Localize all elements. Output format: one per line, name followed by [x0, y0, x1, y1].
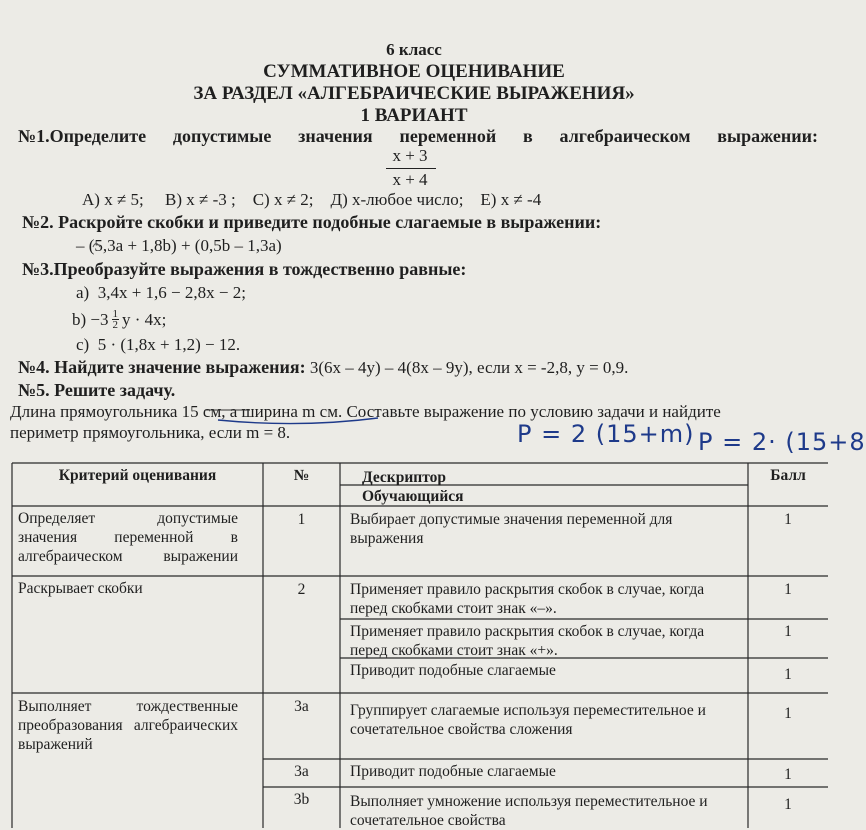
row1-number: 1 [297, 511, 306, 528]
row2-number: 2 [297, 581, 306, 598]
task1-word: алгебраическом [559, 126, 691, 146]
header-number: № [293, 467, 310, 484]
row5-number: 3a [294, 698, 309, 715]
task1-numerator: x + 3 [392, 146, 428, 165]
row2-score: 1 [784, 581, 792, 598]
row1-descriptor: Выбирает допустимые значения переменной для выражения [350, 511, 673, 547]
table-row [18, 697, 238, 754]
row4-descriptor: Приводит подобные слагаемые [350, 662, 556, 679]
row7-score: 1 [784, 796, 792, 813]
row3-score: 1 [784, 623, 792, 640]
task4-text: 3(6x – 4y) – 4(8x – 9y), если x = -2,8, y = 0,9. [309, 358, 629, 377]
task3-b-suffix: y · 4x; [122, 309, 167, 329]
row2-descriptor: Применяет правило раскрытия скобок в случае, когда перед скобками стоит знак «–». [350, 581, 705, 617]
row4-score: 1 [784, 666, 792, 683]
task5-line-2: периметр прямоугольника, если m = 8. [10, 423, 291, 442]
task1-word: значения [298, 126, 373, 146]
header-score: Балл [770, 467, 806, 484]
handwritten-answer-2: P = 2· (15+8 [698, 428, 866, 456]
row1-criterion: Определяет допустимые значения переменной в алгебраическом выражении [18, 510, 238, 565]
task3-b-frac-den: 2 [112, 319, 118, 331]
header-student: Обучающийся [362, 488, 464, 505]
task3-b-frac-num: 1 [112, 308, 118, 320]
task3-title: №3.Преобразуйте выражения в тождественно равные: [22, 259, 467, 279]
row5-score: 1 [784, 705, 792, 722]
title-line-2: ЗА РАЗДЕЛ «АЛГЕБРАИЧЕСКИЕ ВЫРАЖЕНИЯ» [193, 83, 635, 104]
variant-label: 1 ВАРИАНТ [360, 105, 468, 126]
task5-title: №5. Решите задачу. [18, 380, 176, 400]
row5-criterion: Выполняет тождественные преобразования алгебраических выражений [18, 698, 238, 753]
task2-title: №2. Раскройте скобки и приведите подобные слагаемые в выражении: [22, 212, 602, 232]
task1-denominator: x + 4 [392, 170, 428, 189]
row6-score: 1 [784, 766, 792, 783]
row7-descriptor: Выполняет умножение используя переместительное и сочетательное свойства [350, 793, 708, 829]
grade-label: 6 класс [386, 40, 442, 59]
handwritten-answer-1: P = 2 (15+m) [517, 420, 695, 448]
row6-number: 3a [294, 763, 309, 780]
header-criterion: Критерий оценивания [58, 467, 217, 484]
task5-line-1: Длина прямоугольника 15 см, а ширина m см. Составьте выражение по условию задачи и найдите [10, 402, 721, 421]
task4-title: №4. Найдите значение выражения: [18, 357, 306, 377]
row3-descriptor: Применяет правило раскрытия скобок в случае, когда перед скобками стоит знак «+». [350, 623, 705, 659]
row7-number: 3b [293, 791, 310, 808]
task1-word: в [523, 126, 533, 146]
task1-word: допустимые [172, 126, 272, 146]
task1-number: №1. [18, 126, 50, 146]
task3-a: a) 3,4x + 1,6 − 2,8x − 2; [76, 283, 246, 302]
task3-c: c) 5 · (1,8x + 1,2) − 12. [76, 335, 241, 354]
task1-options: A) x ≠ 5; B) x ≠ -3 ; C) x ≠ 2; Д) x-любое число; E) x ≠ -4 [82, 190, 542, 209]
header-descriptor: Дескриптор [362, 469, 446, 486]
row1-score: 1 [784, 511, 792, 528]
row2-criterion: Раскрывает скобки [18, 580, 143, 597]
task1-word: переменной [399, 126, 497, 146]
task1-word: выражении: [717, 126, 818, 146]
row6-descriptor: Приводит подобные слагаемые [350, 763, 556, 780]
table-row [18, 509, 238, 566]
row5-descriptor: Группирует слагаемые используя переместительное и сочетательное свойства сложения [350, 702, 706, 738]
task2-expression: – (5,3a + 1,8b) + (0,5b – 1,3a) [76, 236, 282, 255]
task1-word: Определите [49, 126, 147, 146]
title-line-1: СУММАТИВНОЕ ОЦЕНИВАНИЕ [263, 61, 565, 82]
task3-b-prefix: b) −3 [72, 309, 109, 329]
